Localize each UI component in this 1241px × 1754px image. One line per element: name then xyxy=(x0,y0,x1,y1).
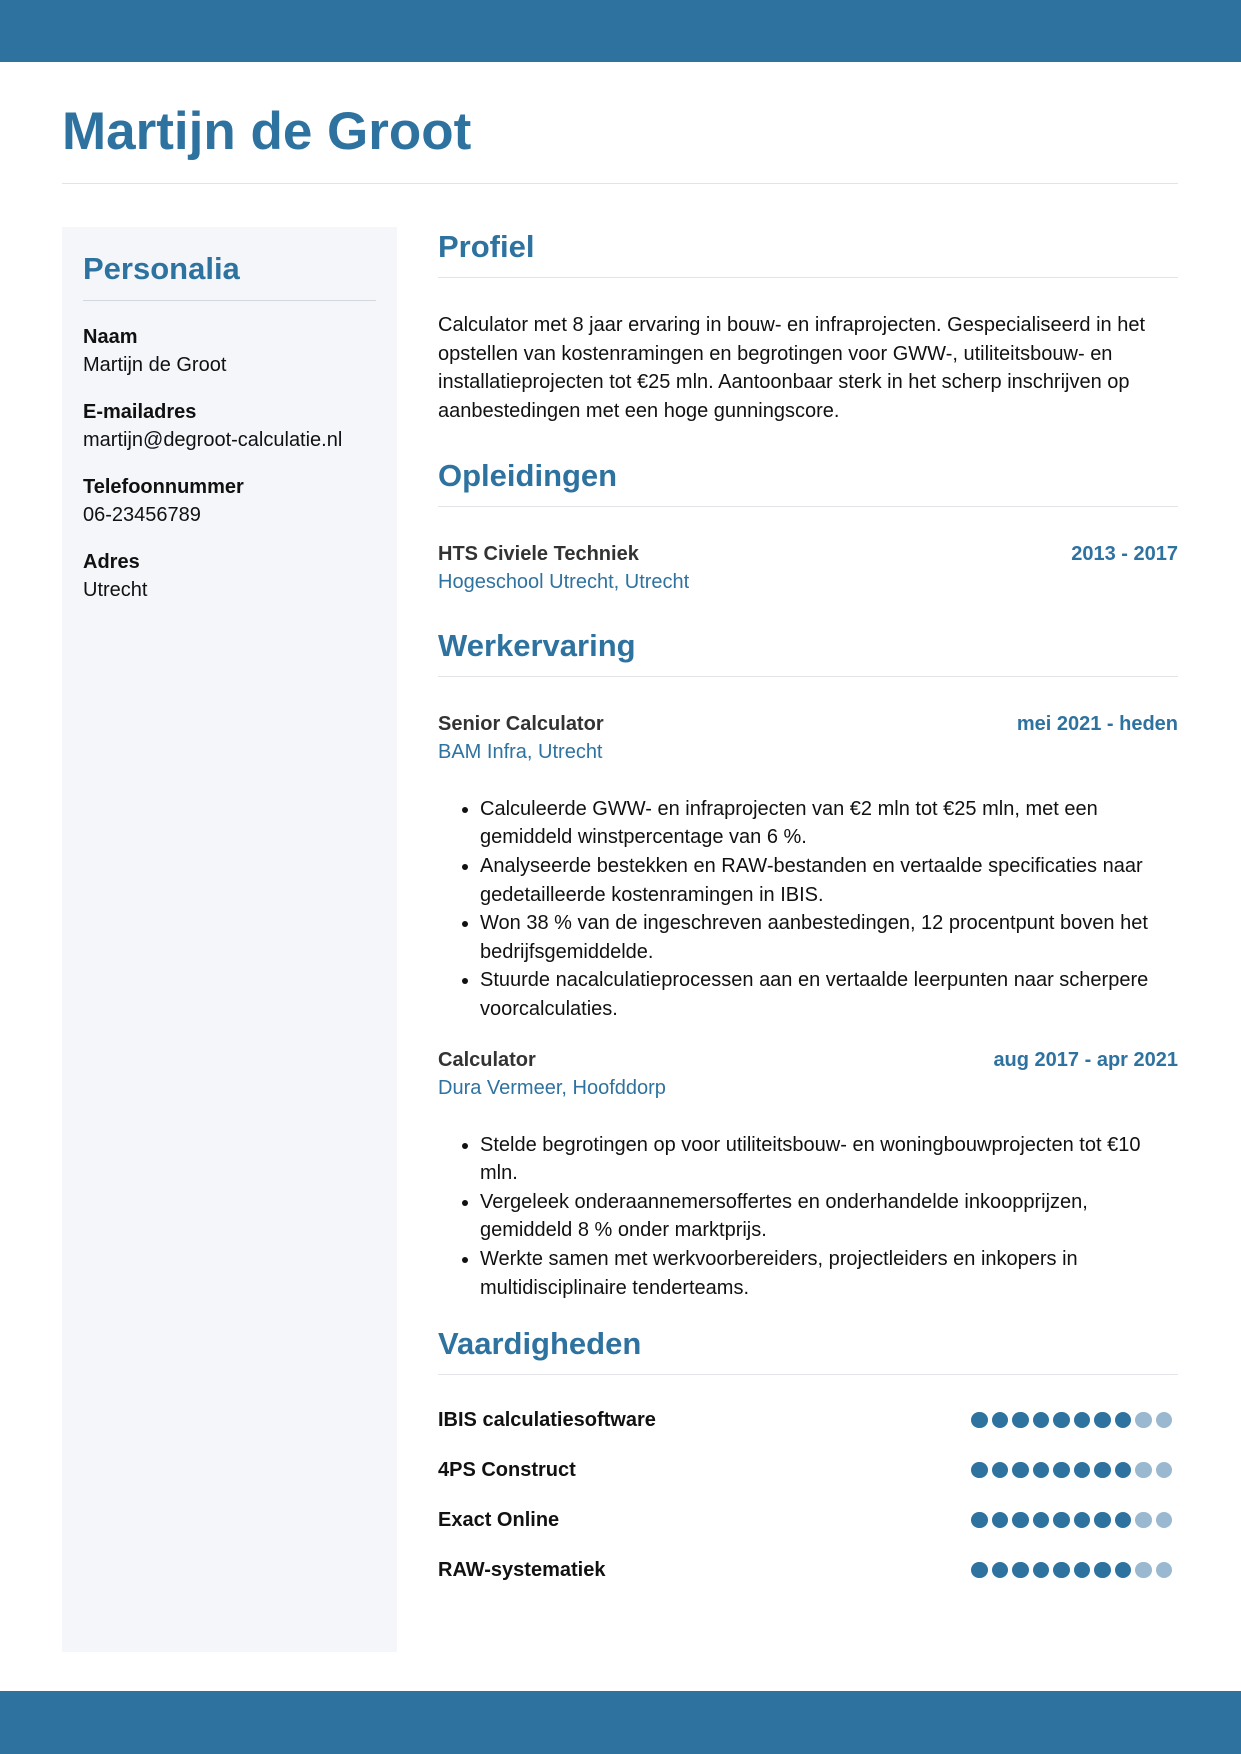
entry-date: 2013 - 2017 xyxy=(1071,542,1178,565)
rating-dot-filled xyxy=(992,1412,1008,1428)
rating-dot-filled xyxy=(1074,1512,1090,1528)
personalia-sidebar xyxy=(62,227,397,1652)
rating-dot-filled xyxy=(971,1562,987,1578)
list-item: • Won 38 % van de ingeschreven aanbestedingen, 12 procentpunt boven het bedrijfsgemiddelde. xyxy=(480,909,1178,966)
field-label: Naam xyxy=(83,326,138,349)
list-item: • Analyseerde bestekken en RAW-bestanden en vertaalde specificaties naar gedetailleerde kostenramingen in IBIS. xyxy=(480,852,1178,909)
skill-name: Exact Online xyxy=(438,1508,560,1531)
entry-title: Calculator xyxy=(438,1048,536,1071)
entry-bullets xyxy=(438,795,1178,1024)
rating-dot-filled xyxy=(1074,1412,1090,1428)
rating-dot-filled xyxy=(1053,1462,1069,1478)
rating-dot-filled xyxy=(1033,1412,1049,1428)
section-divider xyxy=(438,277,1178,278)
entry-title: Senior Calculator xyxy=(438,712,604,735)
entry-bullets xyxy=(438,1131,1178,1303)
education-entry xyxy=(438,540,1178,596)
rating-dot-filled xyxy=(1053,1412,1069,1428)
profile-text: Calculator met 8 jaar ervaring in bouw- en infraprojecten. Gespecialiseerd in het opstellen van kostenramingen en begrotingen voor GWW-, utiliteitsbouw- en installatieprojecten tot €25 mln. Aantoonbaar sterk in het scherp inschrijven op aanbestedingen met een hoge gunningscore. xyxy=(438,314,1146,423)
skill-name: RAW-systematiek xyxy=(438,1558,606,1581)
rating-dot-filled xyxy=(1074,1562,1090,1578)
rating-dot-filled xyxy=(992,1562,1008,1578)
list-item: • Stuurde nacalculatieprocessen aan en vertaalde leerpunten naar scherpere voorcalculaties. xyxy=(480,966,1178,1023)
rating-dot-empty xyxy=(1135,1462,1151,1478)
section-divider xyxy=(438,1374,1178,1375)
entry-company: BAM Infra, Utrecht xyxy=(438,740,603,763)
rating-dot-filled xyxy=(1033,1462,1049,1478)
skill-rating xyxy=(971,1412,1172,1428)
experience-entry xyxy=(438,1046,1178,1303)
candidate-name: Martijn de Groot xyxy=(62,102,472,161)
list-item: • Stelde begrotingen op voor utiliteitsbouw- en woningbouwprojecten tot €10 mln. xyxy=(480,1131,1178,1188)
skill-row xyxy=(438,1395,1178,1445)
education-section xyxy=(438,456,1178,596)
entry-title: HTS Civiele Techniek xyxy=(438,542,639,565)
skill-rating xyxy=(971,1512,1172,1528)
rating-dot-filled xyxy=(971,1512,987,1528)
rating-dot-filled xyxy=(992,1462,1008,1478)
field-label: Adres xyxy=(83,551,140,574)
experience-entry xyxy=(438,710,1178,1024)
rating-dot-filled xyxy=(992,1512,1008,1528)
section-divider xyxy=(438,506,1178,507)
field-email xyxy=(83,398,376,454)
rating-dot-filled xyxy=(1115,1462,1131,1478)
field-adres xyxy=(83,548,376,604)
field-value: 06-23456789 xyxy=(83,504,201,527)
rating-dot-filled xyxy=(1053,1512,1069,1528)
rating-dot-filled xyxy=(1053,1562,1069,1578)
rating-dot-filled xyxy=(1012,1512,1028,1528)
entry-company: Dura Vermeer, Hoofddorp xyxy=(438,1076,666,1099)
rating-dot-filled xyxy=(1094,1512,1110,1528)
rating-dot-empty xyxy=(1156,1412,1172,1428)
section-divider xyxy=(438,676,1178,677)
skill-row xyxy=(438,1495,1178,1545)
list-item: • Werkte samen met werkvoorbereiders, projectleiders en inkopers in multidisciplinaire tenderteams. xyxy=(480,1245,1178,1302)
field-value: martijn@degroot-calculatie.nl xyxy=(83,429,343,452)
field-label: Telefoonnummer xyxy=(83,476,244,499)
rating-dot-filled xyxy=(1094,1462,1110,1478)
rating-dot-filled xyxy=(1033,1512,1049,1528)
rating-dot-filled xyxy=(971,1462,987,1478)
entry-date: aug 2017 - apr 2021 xyxy=(993,1048,1178,1071)
skill-rating xyxy=(971,1462,1172,1478)
rating-dot-empty xyxy=(1135,1562,1151,1578)
experience-title: Werkervaring xyxy=(438,627,636,663)
rating-dot-empty xyxy=(1135,1412,1151,1428)
main-content xyxy=(438,227,1178,1595)
skill-name: IBIS calculatiesoftware xyxy=(438,1408,656,1431)
personalia-divider xyxy=(83,300,376,301)
entry-date: mei 2021 - heden xyxy=(1016,712,1178,735)
rating-dot-filled xyxy=(1012,1462,1028,1478)
profile-title: Profiel xyxy=(438,229,535,264)
bottom-accent-bar xyxy=(0,1691,1241,1754)
header-divider xyxy=(62,183,1178,184)
skill-rating xyxy=(971,1562,1172,1578)
education-title: Opleidingen xyxy=(438,457,618,493)
field-label: E-mailadres xyxy=(83,401,197,424)
skill-row xyxy=(438,1545,1178,1595)
rating-dot-filled xyxy=(1094,1562,1110,1578)
field-telefoon xyxy=(83,473,376,529)
skill-row xyxy=(438,1445,1178,1495)
rating-dot-filled xyxy=(1033,1562,1049,1578)
rating-dot-filled xyxy=(971,1412,987,1428)
field-value: Martijn de Groot xyxy=(83,354,227,377)
rating-dot-filled xyxy=(1115,1562,1131,1578)
rating-dot-filled xyxy=(1012,1412,1028,1428)
personalia-title: Personalia xyxy=(83,251,240,286)
experience-section xyxy=(438,626,1178,1302)
rating-dot-empty xyxy=(1156,1512,1172,1528)
profile-section xyxy=(438,227,1178,426)
field-naam xyxy=(83,323,376,379)
rating-dot-empty xyxy=(1135,1512,1151,1528)
entry-institution: Hogeschool Utrecht, Utrecht xyxy=(438,570,690,593)
list-item: • Vergeleek onderaannemersoffertes en onderhandelde inkoopprijzen, gemiddeld 8 % onder marktprijs. xyxy=(480,1188,1178,1245)
rating-dot-empty xyxy=(1156,1462,1172,1478)
rating-dot-empty xyxy=(1156,1562,1172,1578)
skills-section xyxy=(438,1324,1178,1595)
top-accent-bar xyxy=(0,0,1241,62)
list-item: • Calculeerde GWW- en infraprojecten van €2 mln tot €25 mln, met een gemiddeld winstpercentage van 6 %. xyxy=(480,795,1178,852)
rating-dot-filled xyxy=(1115,1512,1131,1528)
rating-dot-filled xyxy=(1074,1462,1090,1478)
rating-dot-filled xyxy=(1094,1412,1110,1428)
rating-dot-filled xyxy=(1115,1412,1131,1428)
field-value: Utrecht xyxy=(83,579,148,602)
rating-dot-filled xyxy=(1012,1562,1028,1578)
skill-name: 4PS Construct xyxy=(438,1458,576,1481)
skills-title: Vaardigheden xyxy=(438,1326,642,1362)
